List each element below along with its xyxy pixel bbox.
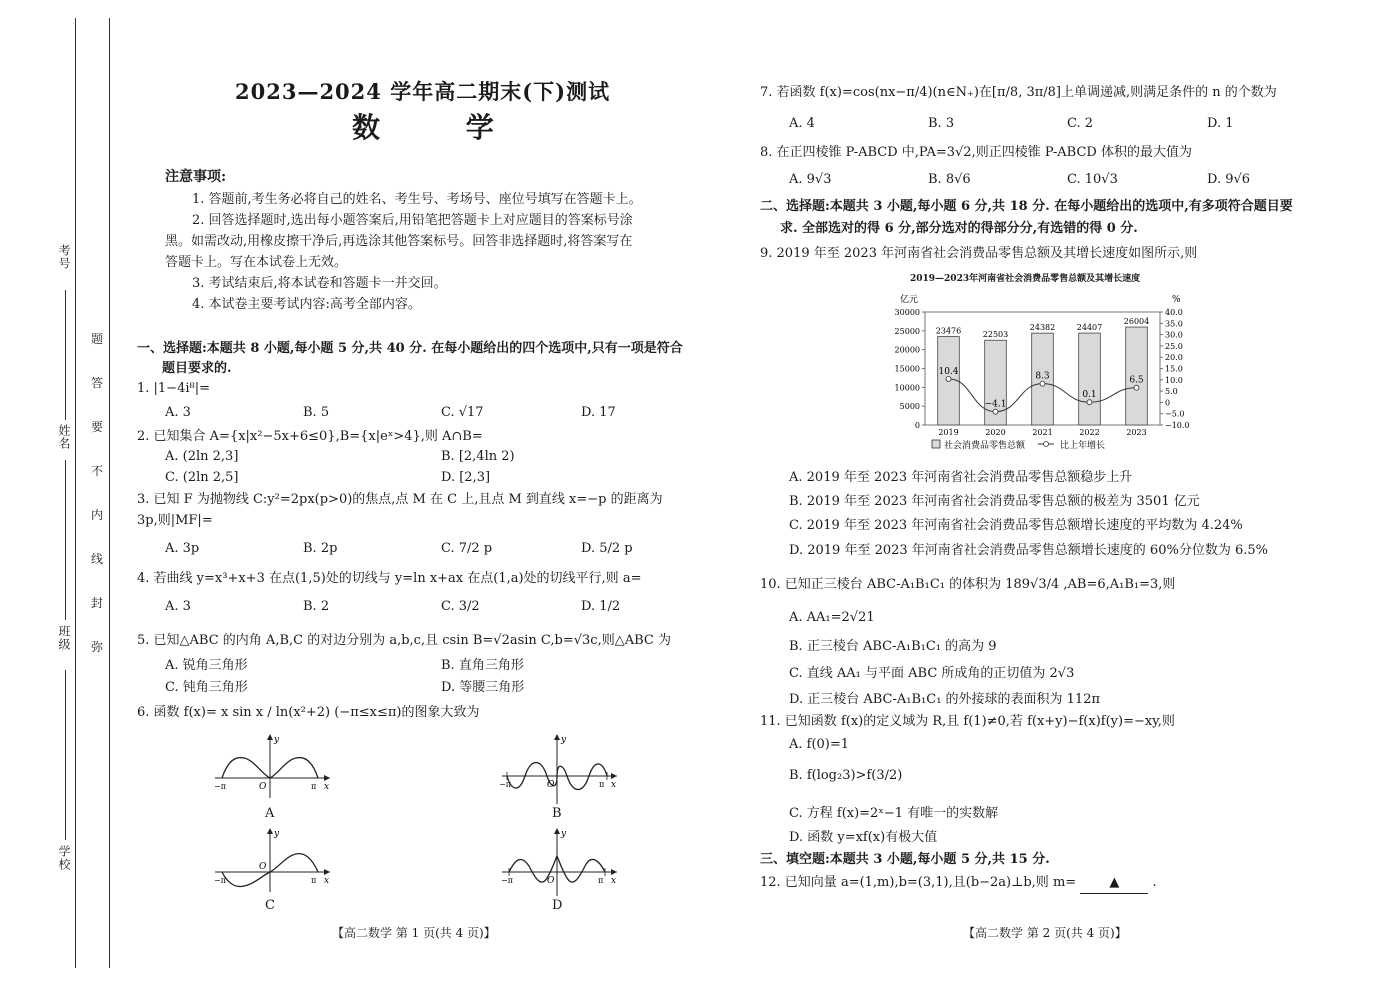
label-school: 学校 [57,845,71,871]
q5-stem: 5. 已知△ABC 的内角 A,B,C 的对边分别为 a,b,c,且 csin B=√2asin C,b=√3c,则△ABC 为 [137,633,671,648]
chart-title: 2019—2023年河南省社会消费品零售总额及其增长速度 [910,274,1141,284]
q3-stem-cont: 3p,则|MF|= [137,513,213,528]
growth-point [1087,400,1092,405]
y-tick-label-left: 15000 [894,364,920,374]
growth-value-label: 10.4 [938,366,959,377]
chart-legend [932,439,1105,451]
exam-subject: 数 学 [352,111,532,144]
q6-label-c: C [265,898,275,913]
q4-option-d: D. 1/2 [581,599,621,614]
q2-option-a: A. (2ln 2,3] [165,449,239,464]
q11-stem: 11. 已知函数 f(x)的定义域为 R,且 f(1)≠0,若 f(x+y)−f(x)f(y)=−xy,则 [760,714,1175,729]
legend-bar-swatch [932,440,940,448]
note-line: 1. 答题前,考生务必将自己的姓名、考生号、考场号、座位号填写在答题卡上。 [192,192,642,207]
q2-stem: 2. 已知集合 A={x|x²−5x+6≤0},B={x|eˣ>4},则 A∩B= [137,429,483,444]
q2-option-d: D. [2,3] [441,470,491,485]
q6-pos-pi: π [311,876,317,885]
growth-point [1134,385,1139,390]
notes-heading: 注意事项: [165,169,227,185]
y-tick-label-left: 5000 [899,402,920,412]
seal-char: 内 [91,508,104,522]
q11-option-b: B. f(log₂3)>f(3/2) [789,768,903,783]
q7-stem: 7. 若函数 f(x)=cos(nx−π/4)(n∈N₊)在[π/8, 3π/8]上单调递减,则满足条件的 n 的个数为 [760,85,1277,100]
q11-option-d: D. 函数 y=xf(x)有极大值 [789,830,938,845]
q8-option-a: A. 9√3 [789,172,832,187]
seal-char: 题 [91,332,104,346]
q3-stem: 3. 已知 F 为抛物线 C:y²=2px(p>0)的焦点,点 M 在 C 上,且点 M 到直线 x=−p 的距离为 [137,492,663,507]
y-tick-label-right: −5.0 [1165,409,1185,419]
q6-origin: O [547,876,555,886]
q10-option-c: C. 直线 AA₁ 与平面 ABC 所成角的正切值为 2√3 [789,666,1075,681]
q5-option-d: D. 等腰三角形 [441,680,525,695]
x-tick-label: 2022 [1079,428,1100,437]
seal-char: 答 [91,376,104,390]
q6-axis-y: y [274,829,280,839]
y-tick-label-right: 10.0 [1165,375,1183,385]
label-class: 班级 [57,625,71,651]
q9-option-b: B. 2019 年至 2023 年河南省社会消费品零售总额的极差为 3501 亿元 [789,494,1200,509]
note-line: 黑。如需改动,用橡皮擦干净后,再选涂其他答案标号。回答非选择题时,将答案写在 [165,234,633,249]
growth-point [993,409,998,414]
q9-option-d: D. 2019 年至 2023 年河南省社会消费品零售总额增长速度的 60%分位数为 6.5% [789,543,1268,558]
section-3-heading: 三、填空题:本题共 3 小题,每小题 5 分,共 15 分. [760,852,1050,867]
seal-char: 要 [91,420,104,434]
bar-value-label: 26004 [1123,317,1150,327]
chart-bar [1079,333,1101,425]
q8-stem: 8. 在正四棱锥 P-ABCD 中,PA=3√2,则正四棱锥 P-ABCD 体积的最大值为 [760,145,1192,160]
x-tick-label: 2021 [1032,428,1053,437]
q12-answer-blank[interactable]: ▲ [1080,873,1148,894]
q12-end: . [1152,875,1157,890]
q6-neg-pi: −π [214,782,226,791]
q12-stem: 12. 已知向量 a=(1,m),b=(3,1),且(b−2a)⊥b,则 m= [760,875,1077,890]
y-tick-label-right: −10.0 [1165,421,1190,430]
section-1-heading: 一、选择题:本题共 8 小题,每小题 5 分,共 40 分. 在每小题给出的四个选项中,只有一项是符合 [137,341,683,356]
q8-option-c: C. 10√3 [1067,172,1118,187]
bar-value-label: 23476 [935,326,962,336]
q6-origin: O [259,782,267,792]
bar-value-label: 22503 [982,330,1009,340]
x-tick-label: 2019 [938,428,959,437]
q10-option-d: D. 正三棱台 ABC-A₁B₁C₁ 的外接球的表面积为 112π [789,692,1101,707]
q4-option-a: A. 3 [165,599,191,614]
note-line: 2. 回答选择题时,选出每小题答案后,用铅笔把答题卡上对应题目的答案标号涂 [192,213,633,228]
binding-line-outer [75,18,76,968]
q12-row [760,873,1157,894]
q6-origin: O [259,862,267,872]
q5-option-b: B. 直角三角形 [441,658,524,673]
q1-stem: 1. |1−4i⁸|= [137,381,210,396]
q6-axis-x: x [611,780,617,790]
label-exam-number: 考号 [57,244,71,270]
y-tick-label-left: 0 [914,421,920,430]
q4-stem: 4. 若曲线 y=x³+x+3 在点(1,5)处的切线与 y=ln x+ax 在点(1,a)处的切线平行,则 a= [137,571,642,586]
y-tick-label-left: 20000 [894,345,920,355]
q10-stem: 10. 已知正三棱台 ABC-A₁B₁C₁ 的体积为 189√3/4 ,AB=6,A₁B₁=3,则 [760,577,1176,592]
q10-option-a: A. AA₁=2√21 [789,610,875,625]
label-name: 姓名 [57,424,71,450]
legend-line-label: 比上年增长 [1060,441,1106,451]
exam-number-field[interactable] [65,290,66,420]
y-tick-label-right: 40.0 [1165,308,1183,317]
q5-option-c: C. 钝角三角形 [165,680,248,695]
q6-pos-pi: π [599,780,605,789]
q6-neg-pi: −π [499,780,511,789]
q3-option-c: C. 7/2 p [441,541,493,556]
growth-value-label: 0.1 [1082,390,1097,401]
binding-margin [0,0,112,983]
y-tick-label-right: 15.0 [1165,364,1183,374]
x-tick-label: 2023 [1126,428,1147,437]
footer-page-2: 【高二数学 第 2 页(共 4 页)】 [963,926,1127,940]
q9-option-c: C. 2019 年至 2023 年河南省社会消费品零售总额增长速度的平均数为 4.24% [789,518,1243,533]
q6-axis-x: x [611,876,617,886]
q1-option-b: B. 5 [303,405,330,420]
q6-axis-x: x [324,782,330,792]
q6-neg-pi: −π [214,876,226,885]
note-line: 3. 考试结束后,将本试卷和答题卡一并交回。 [192,276,447,291]
q6-neg-pi: −π [501,876,513,885]
q10-option-b: B. 正三棱台 ABC-A₁B₁C₁ 的高为 9 [789,639,997,654]
y-tick-label-left: 30000 [894,308,920,317]
section-2-heading: 二、选择题:本题共 3 小题,每小题 6 分,共 18 分. 在每小题给出的选项中,有多项符合题目要 [760,199,1293,214]
class-field[interactable] [65,670,66,840]
exam-title: 2023—2024 学年高二期末(下)测试 [235,79,611,104]
section-1-heading-cont: 题目要求的. [162,361,232,376]
bar-value-label: 24407 [1076,323,1103,333]
seal-char: 弥 [91,640,104,654]
q6-graph-b[interactable] [497,732,622,807]
name-field[interactable] [65,460,66,620]
q6-graph-c[interactable] [210,826,335,896]
y-tick-label-right: 35.0 [1165,319,1183,329]
seal-char: 线 [91,552,104,566]
note-line: 答题卡上。写在本试卷上无效。 [165,255,348,270]
q6-label-d: D [552,898,563,913]
legend-bar-label: 社会消费品零售总额 [944,441,1026,451]
q4-option-b: B. 2 [303,599,330,614]
q6-graph-a[interactable] [210,732,335,802]
q6-origin: O [547,780,555,790]
y-tick-label-right: 0 [1165,398,1171,408]
chart-ylabel-right: % [1172,295,1181,305]
y-tick-label-right: 30.0 [1165,330,1183,340]
q6-axis-y: y [561,735,567,745]
q7-option-c: C. 2 [1067,116,1094,131]
q4-option-c: C. 3/2 [441,599,480,614]
q9-stem: 9. 2019 年至 2023 年河南省社会消费品零售总额及其增长速度如图所示,则 [760,246,1198,261]
q1-option-a: A. 3 [165,405,191,420]
q7-option-b: B. 3 [928,116,955,131]
binding-line-inner [109,18,110,968]
q7-option-a: A. 4 [789,116,815,131]
q1-option-d: D. 17 [581,405,616,420]
q7-option-d: D. 1 [1207,116,1234,131]
q6-label-a: A [265,806,275,821]
note-line: 4. 本试卷主要考试内容:高考全部内容。 [192,297,421,312]
growth-point [946,376,951,381]
y-tick-label-left: 25000 [894,326,920,336]
y-tick-label-right: 20.0 [1165,353,1183,363]
section-2-heading-cont: 求. 全部选对的得 6 分,部分选对的得部分分,有选错的得 0 分. [780,221,1138,236]
growth-value-label: 8.3 [1035,371,1050,382]
q6-axis-y: y [561,829,567,839]
footer-page-1: 【高二数学 第 1 页(共 4 页)】 [332,926,496,940]
y-tick-label-left: 10000 [894,383,920,393]
q6-pos-pi: π [598,876,604,885]
q6-axis-x: x [324,876,330,886]
x-tick-label: 2020 [985,428,1006,437]
y-tick-label-right: 5.0 [1165,387,1178,397]
q3-option-a: A. 3p [165,541,200,556]
q5-option-a: A. 锐角三角形 [165,658,248,673]
q8-option-d: D. 9√6 [1207,172,1251,187]
q11-option-c: C. 方程 f(x)=2ˣ−1 有唯一的实数解 [789,806,999,821]
bar-value-label: 24382 [1029,323,1056,333]
q6-stem: 6. 函数 f(x)= x sin x / ln(x²+2) (−π≤x≤π)的图象大致为 [137,705,480,720]
chart-ylabel-left: 亿元 [900,295,919,305]
q8-option-b: B. 8√6 [928,172,971,187]
y-tick-label-right: 25.0 [1165,341,1183,351]
q3-option-d: D. 5/2 p [581,541,633,556]
seal-char: 封 [91,596,104,610]
seal-char: 不 [91,464,104,478]
growth-point [1040,381,1045,386]
growth-value-label: −4.1 [984,399,1007,410]
q6-axis-y: y [274,735,280,745]
q1-option-c: C. √17 [441,405,484,420]
q2-option-b: B. [2,4ln 2) [441,449,515,464]
q11-option-a: A. f(0)=1 [789,737,850,752]
q6-label-b: B [552,806,562,821]
chart [870,288,1200,456]
q2-option-c: C. (2ln 2,5] [165,470,239,485]
growth-value-label: 6.5 [1129,375,1144,386]
q3-option-b: B. 2p [303,541,338,556]
legend-line-marker [1044,442,1049,447]
q6-graph-d[interactable] [497,826,622,898]
q9-option-a: A. 2019 年至 2023 年河南省社会消费品零售总额稳步上升 [789,470,1133,485]
q6-pos-pi: π [311,782,317,791]
